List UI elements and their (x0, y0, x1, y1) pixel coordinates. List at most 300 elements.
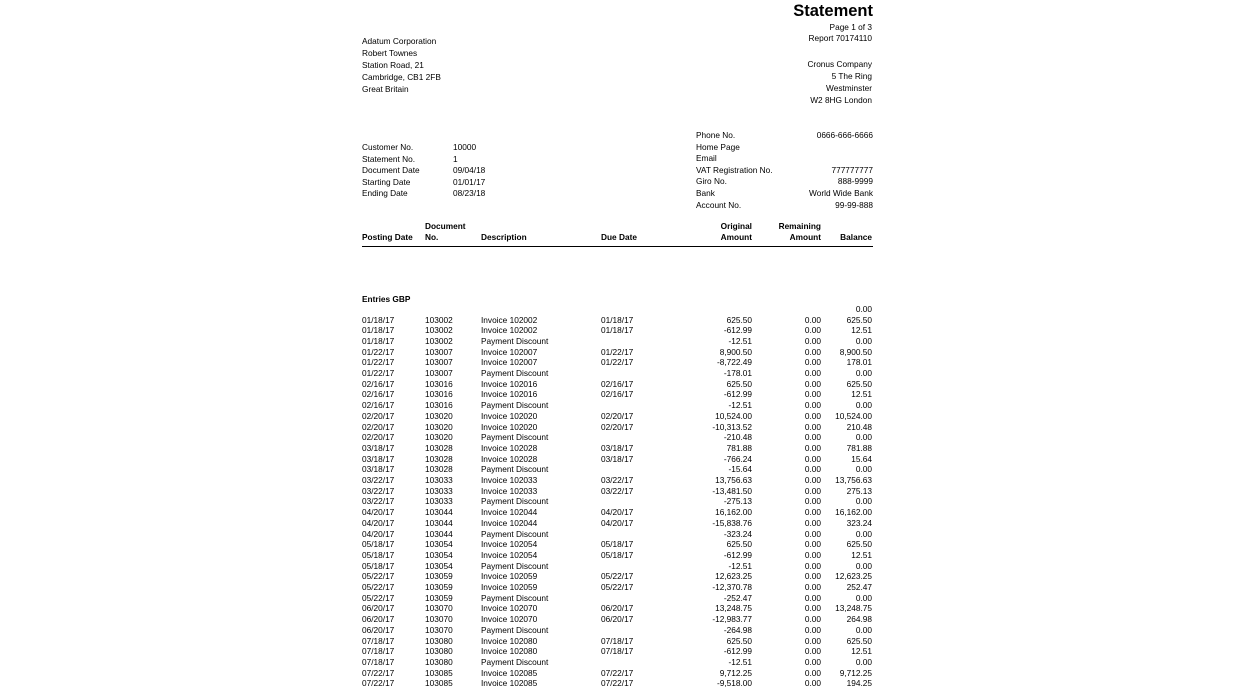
original-amount-cell: -10,313.52 (712, 421, 752, 432)
balance-cell: 15.64 (851, 453, 872, 464)
remaining-amount-cell: 0.00 (804, 475, 821, 485)
description-cell: Payment Discount (481, 560, 549, 571)
posting-date-cell: 07/18/17 (362, 646, 395, 657)
customer-info-label: Starting Date (362, 176, 411, 187)
original-amount-cell: -612.99 (723, 325, 752, 336)
balance-cell: 10,524.00 (835, 410, 872, 421)
due-date-cell: 06/20/17 (601, 603, 634, 614)
table-row (0, 678, 1240, 689)
description-cell: Invoice 102080 (481, 646, 538, 657)
original-amount-cell: -12,370.78 (712, 582, 752, 592)
document-no-cell: 103028 (425, 442, 453, 453)
customer-info-row (362, 176, 486, 189)
due-date-cell: 01/18/17 (601, 325, 634, 336)
header-description: Description (481, 232, 527, 242)
posting-date-cell: 02/20/17 (362, 410, 395, 421)
due-date-cell: 05/22/17 (601, 582, 634, 592)
table-row (0, 603, 1240, 614)
posting-date-cell: 02/20/17 (362, 432, 395, 443)
posting-date-cell: 02/16/17 (362, 400, 395, 411)
description-cell: Invoice 102028 (481, 453, 538, 464)
due-date-cell: 02/20/17 (601, 421, 634, 432)
description-cell: Invoice 102059 (481, 571, 538, 582)
posting-date-cell: 01/22/17 (362, 346, 395, 357)
customer-info-row (362, 188, 486, 200)
statement-title: Statement (793, 2, 873, 20)
company-info-label: Giro No. (696, 176, 727, 187)
balance-cell: 0.00 (855, 368, 872, 378)
opening-balance: 0.00 (855, 304, 872, 314)
description-cell: Invoice 102070 (481, 614, 538, 625)
due-date-cell: 01/22/17 (601, 346, 634, 357)
remaining-amount-cell: 0.00 (804, 624, 821, 635)
document-no-cell: 103002 (425, 314, 453, 325)
document-no-cell: 103080 (425, 646, 453, 657)
posting-date-cell: 01/18/17 (362, 314, 395, 325)
document-no-cell: 103007 (425, 368, 453, 378)
due-date-cell: 02/16/17 (601, 378, 634, 389)
remaining-amount-cell: 0.00 (804, 357, 821, 368)
header-original-line1: Original (720, 221, 752, 231)
table-row (0, 582, 1240, 593)
document-no-cell: 103044 (425, 528, 453, 539)
posting-date-cell: 03/18/17 (362, 442, 395, 453)
posting-date-cell: 05/18/17 (362, 539, 395, 550)
customer-info-label: Ending Date (362, 188, 408, 199)
original-amount-cell: -178.01 (723, 368, 752, 378)
original-amount-cell: 16,162.00 (715, 507, 752, 518)
description-cell: Payment Discount (481, 592, 549, 603)
description-cell: Invoice 102085 (481, 667, 538, 678)
original-amount-cell: -12.51 (728, 335, 752, 346)
remaining-amount-cell: 0.00 (804, 646, 821, 657)
original-amount-cell: -8,722.49 (716, 357, 752, 368)
table-row (0, 347, 1240, 358)
customer-info-value: 10000 (453, 142, 477, 152)
customer-address-line: Robert Townes (362, 48, 418, 58)
remaining-amount-cell: 0.00 (804, 582, 821, 592)
company-info (696, 130, 873, 211)
due-date-cell: 03/22/17 (601, 485, 634, 496)
remaining-amount-cell: 0.00 (804, 635, 821, 646)
posting-date-cell: 02/16/17 (362, 389, 395, 400)
document-no-cell: 103054 (425, 539, 453, 550)
customer-info-row (362, 153, 458, 166)
remaining-amount-cell: 0.00 (804, 517, 821, 528)
document-no-cell: 103020 (425, 410, 453, 421)
table-row (0, 636, 1240, 647)
table-row (0, 379, 1240, 390)
description-cell: Payment Discount (481, 656, 549, 667)
posting-date-cell: 04/20/17 (362, 528, 395, 539)
company-info-label: Phone No. (696, 130, 736, 140)
posting-date-cell: 02/20/17 (362, 421, 395, 432)
document-no-cell: 103007 (425, 357, 453, 368)
customer-address-line: Station Road, 21 (362, 60, 424, 70)
description-cell: Invoice 102085 (481, 678, 538, 689)
posting-date-cell: 05/22/17 (362, 571, 395, 582)
table-row (0, 443, 1240, 454)
posting-date-cell: 03/22/17 (362, 485, 395, 496)
document-no-cell: 103020 (425, 421, 453, 432)
description-cell: Payment Discount (481, 464, 549, 475)
document-no-cell: 103033 (425, 496, 453, 507)
table-row (0, 614, 1240, 625)
remaining-amount-cell: 0.00 (804, 389, 821, 400)
table-row (0, 539, 1240, 550)
table-row (0, 454, 1240, 465)
description-cell: Invoice 102016 (481, 378, 538, 389)
remaining-amount-cell: 0.00 (804, 378, 821, 389)
company-address-line: 5 The Ring (831, 71, 872, 81)
description-cell: Invoice 102044 (481, 507, 538, 518)
table-row (0, 464, 1240, 475)
table-row (0, 571, 1240, 582)
table-row (0, 325, 1240, 336)
original-amount-cell: 625.50 (726, 378, 752, 389)
company-info-label: Bank (696, 187, 715, 198)
customer-info (362, 142, 486, 200)
document-no-cell: 103054 (425, 560, 453, 571)
due-date-cell: 05/18/17 (601, 539, 634, 550)
due-date-cell: 05/18/17 (601, 549, 634, 560)
remaining-amount-cell: 0.00 (804, 346, 821, 357)
posting-date-cell: 03/18/17 (362, 464, 395, 475)
remaining-amount-cell: 0.00 (804, 667, 821, 678)
company-info-row (696, 165, 873, 177)
document-no-cell: 103080 (425, 635, 453, 646)
customer-info-value: 09/04/18 (453, 165, 486, 176)
table-row (0, 357, 1240, 368)
table-row (0, 368, 1240, 379)
original-amount-cell: -275.13 (723, 496, 752, 507)
balance-cell: 264.98 (846, 614, 872, 625)
document-no-cell: 103059 (425, 571, 453, 582)
table-row (0, 668, 1240, 679)
remaining-amount-cell: 0.00 (804, 507, 821, 518)
due-date-cell: 07/22/17 (601, 667, 634, 678)
description-cell: Invoice 102002 (481, 325, 538, 336)
posting-date-cell: 01/22/17 (362, 357, 395, 368)
original-amount-cell: -12,983.77 (712, 614, 752, 625)
company-info-row (696, 176, 873, 188)
customer-info-row (362, 165, 486, 177)
original-amount-cell: -13,481.50 (712, 485, 752, 496)
original-amount-cell: 13,756.63 (715, 475, 752, 485)
posting-date-cell: 02/16/17 (362, 378, 395, 389)
original-amount-cell: 9,712.25 (719, 667, 752, 678)
remaining-amount-cell: 0.00 (804, 496, 821, 507)
page-number: Page 1 of 3 (829, 22, 872, 32)
original-amount-cell: -9,518.00 (716, 678, 752, 689)
original-amount-cell: -766.24 (723, 453, 752, 464)
table-row (0, 561, 1240, 572)
customer-address-line: Adatum Corporation (362, 36, 437, 46)
original-amount-cell: -15.64 (728, 464, 752, 475)
company-info-row (696, 130, 873, 142)
document-no-cell: 103016 (425, 400, 453, 411)
balance-cell: 12,623.25 (835, 571, 872, 582)
description-cell: Invoice 102044 (481, 517, 538, 528)
description-cell: Invoice 102007 (481, 346, 538, 357)
balance-cell: 0.00 (855, 560, 872, 571)
original-amount-cell: -252.47 (723, 592, 752, 603)
header-remaining-amount (779, 221, 821, 243)
original-amount-cell: 12,623.25 (715, 571, 752, 582)
due-date-cell: 03/22/17 (601, 475, 634, 485)
header-remaining-line2: Amount (789, 232, 821, 242)
document-no-cell: 103002 (425, 335, 453, 346)
company-address-line: Cronus Company (807, 59, 872, 69)
original-amount-cell: -12.51 (728, 560, 752, 571)
posting-date-cell: 04/20/17 (362, 517, 395, 528)
remaining-amount-cell: 0.00 (804, 560, 821, 571)
balance-cell: 13,756.63 (835, 475, 872, 485)
report-number: Report 70174110 (808, 33, 872, 43)
table-row (0, 389, 1240, 400)
posting-date-cell: 07/18/17 (362, 635, 395, 646)
remaining-amount-cell: 0.00 (804, 592, 821, 603)
original-amount-cell: 625.50 (726, 635, 752, 646)
header-document-line1: Document (425, 221, 466, 231)
posting-date-cell: 01/18/17 (362, 335, 395, 346)
table-row (0, 475, 1240, 486)
company-info-row (696, 153, 873, 165)
remaining-amount-cell: 0.00 (804, 453, 821, 464)
remaining-amount-cell: 0.00 (804, 549, 821, 560)
document-no-cell: 103059 (425, 592, 453, 603)
table-row (0, 593, 1240, 604)
due-date-cell: 07/18/17 (601, 646, 634, 657)
table-row (0, 486, 1240, 497)
table-row (0, 400, 1240, 411)
document-no-cell: 103059 (425, 582, 453, 592)
original-amount-cell: -612.99 (723, 389, 752, 400)
balance-cell: 12.51 (851, 549, 872, 560)
company-info-value: 777777777 (831, 164, 873, 175)
posting-date-cell: 03/22/17 (362, 496, 395, 507)
table-row (0, 422, 1240, 433)
original-amount-cell: 10,524.00 (715, 410, 752, 421)
due-date-cell: 04/20/17 (601, 517, 634, 528)
table-row (0, 529, 1240, 540)
table-row (0, 646, 1240, 657)
table-row (0, 411, 1240, 422)
customer-info-value: 01/01/17 (453, 176, 486, 187)
document-no-cell: 103028 (425, 464, 453, 475)
table-row (0, 625, 1240, 636)
header-balance: Balance (840, 232, 872, 242)
posting-date-cell: 06/20/17 (362, 624, 395, 635)
document-no-cell: 103054 (425, 549, 453, 560)
table-row (0, 315, 1240, 326)
customer-info-row (362, 142, 477, 154)
document-no-cell: 103070 (425, 603, 453, 614)
remaining-amount-cell: 0.00 (804, 410, 821, 421)
posting-date-cell: 03/22/17 (362, 475, 395, 485)
document-no-cell: 103016 (425, 389, 453, 400)
balance-cell: 781.88 (846, 442, 872, 453)
remaining-amount-cell: 0.00 (804, 528, 821, 539)
description-cell: Invoice 102059 (481, 582, 538, 592)
description-cell: Invoice 102007 (481, 357, 538, 368)
description-cell: Payment Discount (481, 624, 549, 635)
company-info-row (696, 188, 873, 200)
posting-date-cell: 06/20/17 (362, 603, 395, 614)
remaining-amount-cell: 0.00 (804, 421, 821, 432)
section-title: Entries GBP (362, 294, 411, 304)
remaining-amount-cell: 0.00 (804, 603, 821, 614)
document-no-cell: 103070 (425, 624, 453, 635)
description-cell: Payment Discount (481, 432, 549, 443)
description-cell: Invoice 102033 (481, 485, 538, 496)
balance-cell: 12.51 (851, 325, 872, 336)
due-date-cell: 02/16/17 (601, 389, 634, 400)
description-cell: Invoice 102033 (481, 475, 538, 485)
header-due-date: Due Date (601, 232, 637, 242)
header-original-amount (721, 221, 752, 243)
balance-cell: 9,712.25 (839, 667, 872, 678)
company-address (807, 58, 872, 106)
remaining-amount-cell: 0.00 (804, 485, 821, 496)
document-no-cell: 103085 (425, 667, 453, 678)
balance-cell: 0.00 (855, 335, 872, 346)
balance-cell: 0.00 (855, 464, 872, 475)
original-amount-cell: -323.24 (723, 528, 752, 539)
remaining-amount-cell: 0.00 (804, 614, 821, 625)
remaining-amount-cell: 0.00 (804, 656, 821, 667)
due-date-cell: 02/20/17 (601, 410, 634, 421)
description-cell: Invoice 102054 (481, 539, 538, 550)
remaining-amount-cell: 0.00 (804, 368, 821, 378)
header-original-line2: Amount (720, 232, 752, 242)
company-info-row (696, 200, 873, 212)
table-row (0, 518, 1240, 529)
customer-info-value: 1 (453, 153, 458, 164)
document-no-cell: 103080 (425, 656, 453, 667)
description-cell: Invoice 102020 (481, 410, 538, 421)
balance-cell: 12.51 (851, 646, 872, 657)
description-cell: Payment Discount (481, 496, 549, 507)
posting-date-cell: 03/18/17 (362, 453, 395, 464)
header-document-line2: No. (425, 232, 439, 242)
company-info-label: Account No. (696, 199, 742, 210)
balance-cell: 0.00 (855, 400, 872, 411)
posting-date-cell: 07/22/17 (362, 667, 395, 678)
description-cell: Payment Discount (481, 400, 549, 411)
header-document-no (425, 221, 466, 243)
balance-cell: 0.00 (855, 496, 872, 507)
description-cell: Invoice 102070 (481, 603, 538, 614)
company-info-value: World Wide Bank (809, 187, 873, 198)
due-date-cell: 06/20/17 (601, 614, 634, 625)
description-cell: Invoice 102016 (481, 389, 538, 400)
company-address-line: W2 8HG London (810, 95, 872, 105)
description-cell: Invoice 102020 (481, 421, 538, 432)
posting-date-cell: 05/22/17 (362, 582, 395, 592)
posting-date-cell: 04/20/17 (362, 507, 395, 518)
balance-cell: 194.25 (846, 678, 872, 689)
original-amount-cell: -264.98 (723, 624, 752, 635)
balance-cell: 323.24 (846, 517, 872, 528)
document-no-cell: 103020 (425, 432, 453, 443)
table-row (0, 336, 1240, 347)
customer-info-label: Document Date (362, 165, 420, 176)
balance-cell: 13,248.75 (835, 603, 872, 614)
posting-date-cell: 01/22/17 (362, 368, 395, 378)
original-amount-cell: 13,248.75 (715, 603, 752, 614)
original-amount-cell: 8,900.50 (719, 346, 752, 357)
posting-date-cell: 07/18/17 (362, 656, 395, 667)
original-amount-cell: -210.48 (723, 432, 752, 443)
document-no-cell: 103016 (425, 378, 453, 389)
document-no-cell: 103028 (425, 453, 453, 464)
document-no-cell: 103070 (425, 614, 453, 625)
remaining-amount-cell: 0.00 (804, 314, 821, 325)
remaining-amount-cell: 0.00 (804, 571, 821, 582)
balance-cell: 625.50 (846, 378, 872, 389)
balance-cell: 252.47 (846, 582, 872, 592)
original-amount-cell: -12.51 (728, 656, 752, 667)
posting-date-cell: 05/22/17 (362, 592, 395, 603)
company-info-value: 99-99-888 (835, 199, 873, 210)
document-no-cell: 103033 (425, 485, 453, 496)
customer-info-label: Statement No. (362, 153, 416, 164)
company-info-label: VAT Registration No. (696, 164, 773, 175)
customer-address (362, 35, 441, 95)
document-no-cell: 103002 (425, 325, 453, 336)
description-cell: Invoice 102028 (481, 442, 538, 453)
balance-cell: 0.00 (855, 656, 872, 667)
document-no-cell: 103044 (425, 517, 453, 528)
document-no-cell: 103007 (425, 346, 453, 357)
original-amount-cell: -12.51 (728, 400, 752, 411)
document-no-cell: 103085 (425, 678, 453, 689)
posting-date-cell: 01/18/17 (362, 325, 395, 336)
balance-cell: 0.00 (855, 432, 872, 443)
balance-cell: 16,162.00 (835, 507, 872, 518)
balance-cell: 12.51 (851, 389, 872, 400)
balance-cell: 0.00 (855, 592, 872, 603)
original-amount-cell: 781.88 (726, 442, 752, 453)
due-date-cell: 05/22/17 (601, 571, 634, 582)
remaining-amount-cell: 0.00 (804, 335, 821, 346)
table-row (0, 432, 1240, 443)
customer-address-line: Cambridge, CB1 2FB (362, 72, 441, 82)
company-address-line: Westminster (826, 83, 872, 93)
balance-cell: 178.01 (846, 357, 872, 368)
document-no-cell: 103044 (425, 507, 453, 518)
posting-date-cell: 05/18/17 (362, 560, 395, 571)
balance-cell: 625.50 (846, 539, 872, 550)
due-date-cell: 03/18/17 (601, 442, 634, 453)
description-cell: Invoice 102002 (481, 314, 538, 325)
original-amount-cell: 625.50 (726, 539, 752, 550)
description-cell: Payment Discount (481, 368, 549, 378)
balance-cell: 0.00 (855, 624, 872, 635)
customer-address-line: Great Britain (362, 84, 409, 94)
table-row (0, 657, 1240, 668)
original-amount-cell: -15,838.76 (712, 517, 752, 528)
description-cell: Invoice 102054 (481, 549, 538, 560)
remaining-amount-cell: 0.00 (804, 442, 821, 453)
posting-date-cell: 07/22/17 (362, 678, 395, 689)
remaining-amount-cell: 0.00 (804, 464, 821, 475)
original-amount-cell: -612.99 (723, 646, 752, 657)
company-info-value: 888-9999 (837, 176, 873, 187)
due-date-cell: 07/18/17 (601, 635, 634, 646)
document-no-cell: 103033 (425, 475, 453, 485)
